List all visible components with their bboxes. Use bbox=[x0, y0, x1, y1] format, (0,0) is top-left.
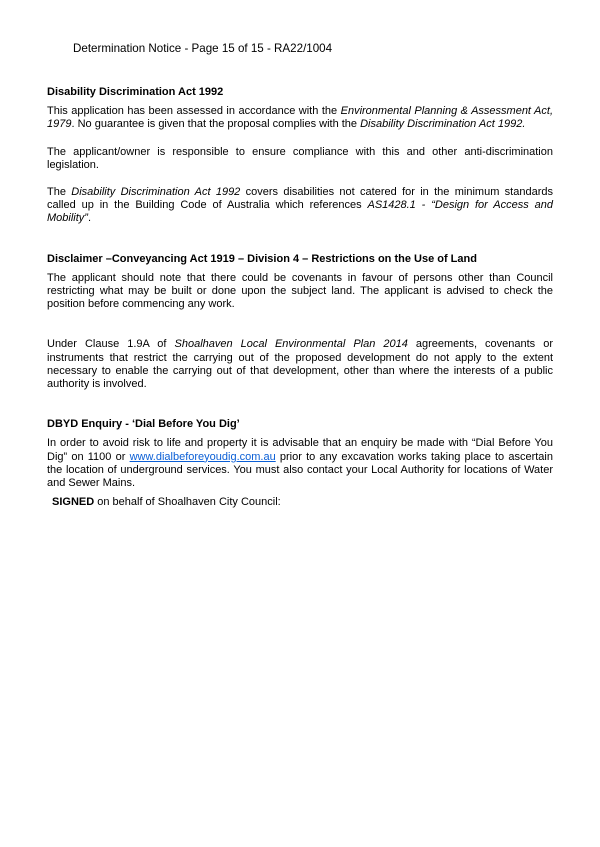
text-run: This application has been assessed in accordance with the bbox=[47, 105, 341, 118]
signature-line bbox=[52, 496, 281, 508]
text-run: Under Clause 1.9A of bbox=[47, 338, 175, 351]
text-run: agreements, covenants or instruments that restrict the carrying out of the proposed development do not apply to the extent necessary to enable the carrying out of that development, other than where the interests of a public authority is involved. bbox=[47, 338, 553, 391]
dda-paragraph-1 bbox=[47, 105, 553, 131]
text-run: The bbox=[47, 186, 72, 199]
act-title: Disability Discrimination Act 1992 bbox=[71, 186, 241, 199]
act-title: Environmental Planning & Assessment Act, 1979 bbox=[47, 105, 554, 131]
text-run: In order to avoid risk to life and property it is advisable that an enquiry be made with “Dial Before You Dig” on 1100 or bbox=[47, 437, 553, 463]
section-heading-dbyd: DBYD Enquiry - ‘Dial Before You Dig’ bbox=[47, 418, 240, 431]
dda-paragraph-3 bbox=[47, 186, 553, 226]
act-title: Disability Discrimination Act 1992. bbox=[360, 118, 526, 131]
page-header: Determination Notice - Page 15 of 15 - RA22/1004 bbox=[73, 42, 333, 55]
standard-title: AS1428.1 - “Design for Access and Mobility” bbox=[47, 199, 553, 225]
text-run: prior to any excavation works taking place to ascertain the location of underground services. You must also contact your Local Authority for locations of Water and Sewer Mains. bbox=[47, 450, 553, 490]
dbyd-website-link[interactable]: www.dialbeforeyoudig.com.au bbox=[129, 450, 276, 463]
signed-label: SIGNED bbox=[52, 496, 95, 508]
text-run: . No guarantee is given that the proposal complies with the bbox=[71, 118, 361, 131]
document-body bbox=[47, 86, 553, 490]
dda-paragraph-2: The applicant/owner is responsible to ensure compliance with this and other anti-discrimination legislation. bbox=[47, 145, 553, 171]
dbyd-paragraph-1 bbox=[47, 437, 553, 490]
section-heading-dda: Disability Discrimination Act 1992 bbox=[47, 86, 224, 98]
text-run: . bbox=[87, 212, 92, 225]
signed-text: on behalf of Shoalhaven City Council: bbox=[94, 496, 281, 508]
disclaimer-paragraph-2 bbox=[47, 338, 553, 391]
disclaimer-paragraph-1: The applicant should note that there could be covenants in favour of persons other than Council restricting what may be built or done upon the subject land. The applicant is advised to check the position before commencing any work. bbox=[47, 271, 553, 311]
text-run: covers disabilities not catered for in the minimum standards called up in the Building Code of Australia which references bbox=[47, 186, 553, 212]
plan-title: Shoalhaven Local Environmental Plan 2014 bbox=[174, 338, 408, 351]
section-heading-disclaimer: Disclaimer –Conveyancing Act 1919 – Division 4 – Restrictions on the Use of Land bbox=[47, 252, 477, 265]
